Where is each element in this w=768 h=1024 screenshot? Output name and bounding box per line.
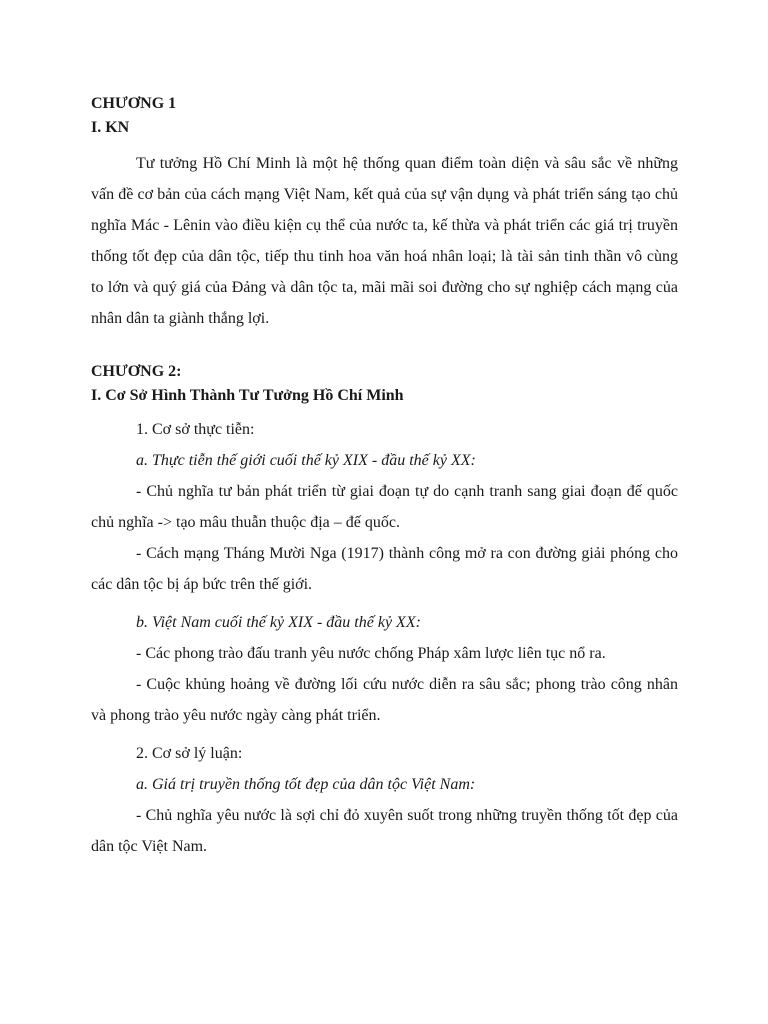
vietnam-practice-item-1: - Các phong trào đấu tranh yêu nước chống Pháp xâm lược liên tục nổ ra. xyxy=(136,645,606,662)
spacer xyxy=(91,731,678,738)
document-page xyxy=(91,92,678,862)
tradition-heading: a. Giá trị truyền thống tốt đẹp của dân tộc Việt Nam: xyxy=(136,776,476,793)
chapter-2-section-heading: I. Cơ Sở Hình Thành Tư Tưởng Hồ Chí Minh xyxy=(91,387,404,404)
chapter-1-section-heading: I. KN xyxy=(91,119,130,136)
chapter-1-title: CHƯƠNG 1 xyxy=(91,95,177,112)
spacer xyxy=(91,334,678,360)
vietnam-practice-item-2: - Cuộc khủng hoảng về đường lối cứu nước diễn ra sâu sắc; phong trào công nhân và phong trào yêu nước ngày càng phát triển. xyxy=(91,676,678,724)
world-practice-item-1: - Chủ nghĩa tư bản phát triển từ giai đoạn tự do cạnh tranh sang giai đoạn đế quốc chủ nghĩa -> tạo mâu thuẫn thuộc địa – đế quốc. xyxy=(91,483,678,531)
practice-heading: 1. Cơ sở thực tiễn: xyxy=(136,421,255,438)
world-practice-heading: a. Thực tiễn thế giới cuối thế kỷ XIX - đầu thế kỷ XX: xyxy=(136,452,476,469)
world-practice-item-2: - Cách mạng Tháng Mười Nga (1917) thành công mở ra con đường giải phóng cho các dân tộc bị áp bức trên thế giới. xyxy=(91,545,678,593)
vietnam-practice-heading: b. Việt Nam cuối thế kỷ XIX - đầu thế kỷ XX: xyxy=(136,614,421,631)
tradition-item-1: - Chủ nghĩa yêu nước là sợi chỉ đỏ xuyên suốt trong những truyền thống tốt đẹp của dân tộc Việt Nam. xyxy=(91,807,678,855)
chapter-1-paragraph: Tư tưởng Hồ Chí Minh là một hệ thống quan điểm toàn diện và sâu sắc về những vấn đề cơ bản của cách mạng Việt Nam, kết quả của sự vận dụng và phát triển sáng tạo chủ nghĩa Mác - Lênin vào điều kiện cụ thể của nước ta, kế thừa và phát triển các giá trị truyền thống tốt đẹp của dân tộc, tiếp thu tinh hoa văn hoá nhân loại; là tài sản tinh thần vô cùng to lớn và quý giá của Đảng và dân tộc ta, mãi mãi soi đường cho sự nghiệp cách mạng của nhân dân ta giành thắng lợi. xyxy=(91,155,678,327)
spacer xyxy=(91,600,678,607)
theory-heading: 2. Cơ sở lý luận: xyxy=(136,745,243,762)
chapter-2-title: CHƯƠNG 2: xyxy=(91,363,182,380)
